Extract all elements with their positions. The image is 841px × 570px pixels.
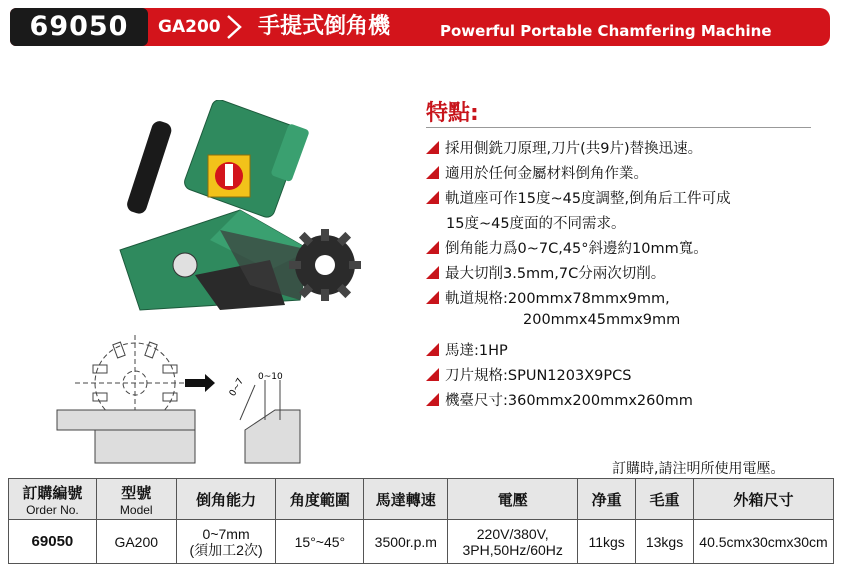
triangle-bullet-icon: [426, 241, 439, 254]
col-header-angle: 角度範圍: [276, 479, 364, 520]
triangle-bullet-icon: [426, 368, 439, 381]
cell-speed: 3500r.p.m: [364, 520, 448, 564]
table-header-row: [9, 479, 834, 520]
col-header-voltage: 電壓: [448, 479, 578, 520]
title-english: Powerful Portable Chamfering Machine: [440, 22, 772, 40]
diagram-label-a: 0~7: [227, 376, 247, 399]
triangle-bullet-icon: [426, 141, 439, 154]
cell-box-size: 40.5cmx30cmx30cm: [694, 520, 834, 564]
col-header-box-size: 外箱尺寸: [694, 479, 834, 520]
order-note: 訂購時,請注明所使用電壓。: [612, 461, 785, 477]
feature-item: 倒角能力爲0~7C,45°斜邊約10mm寬。: [426, 237, 708, 258]
features-title: 特點:: [426, 101, 479, 126]
feature-item: 軌道座可作15度~45度調整,倒角后工件可成: [426, 187, 731, 208]
feature-continuation: 200mmx45mmx9mm: [523, 312, 681, 328]
machine-image: [100, 100, 420, 330]
title-chinese: 手提式倒角機: [258, 14, 391, 39]
feature-item: 馬達:1HP: [426, 339, 508, 360]
cell-gross-weight: 13kgs: [636, 520, 694, 564]
model-label: GA200: [158, 17, 221, 37]
cell-order-no: 69050: [9, 520, 97, 564]
cell-voltage: 220V/380V, 3PH,50Hz/60Hz: [448, 520, 578, 564]
table-row: [9, 520, 834, 564]
col-header-net-weight: 净重: [578, 479, 636, 520]
triangle-bullet-icon: [426, 393, 439, 406]
cell-capacity: 0~7mm (須加工2次): [176, 520, 276, 564]
triangle-bullet-icon: [426, 191, 439, 204]
cell-angle: 15°~45°: [276, 520, 364, 564]
col-header-model: 型號 Model: [96, 479, 176, 520]
triangle-bullet-icon: [426, 266, 439, 279]
feature-item: 最大切削3.5mm,7C分兩次切削。: [426, 262, 665, 283]
feature-item: 軌道規格:200mmx78mmx9mm,: [426, 287, 670, 308]
features-divider: [426, 127, 811, 128]
col-header-capacity: 倒角能力: [176, 479, 276, 520]
feature-item: 機臺尺寸:360mmx200mmx260mm: [426, 389, 693, 410]
specs-table: [8, 478, 834, 564]
diagram-label-b: 0~10: [258, 372, 283, 382]
cell-net-weight: 11kgs: [578, 520, 636, 564]
feature-item: 刀片規格:SPUN1203X9PCS: [426, 364, 631, 385]
feature-item: 適用於任何金屬材料倒角作業。: [426, 162, 648, 183]
col-header-gross-weight: 毛重: [636, 479, 694, 520]
col-header-speed: 馬達轉速: [364, 479, 448, 520]
chamfer-diagram: [55, 335, 315, 465]
feature-continuation: 15度~45度面的不同需求。: [446, 216, 626, 232]
col-header-order-no: 訂購編號 Order No.: [9, 479, 97, 520]
cell-model: GA200: [96, 520, 176, 564]
triangle-bullet-icon: [426, 291, 439, 304]
product-code: 69050: [10, 8, 148, 46]
feature-item: 採用側銑刀原理,刀片(共9片)替換迅速。: [426, 137, 702, 158]
triangle-bullet-icon: [426, 343, 439, 356]
triangle-bullet-icon: [426, 166, 439, 179]
chevron-right-icon: [224, 14, 246, 40]
